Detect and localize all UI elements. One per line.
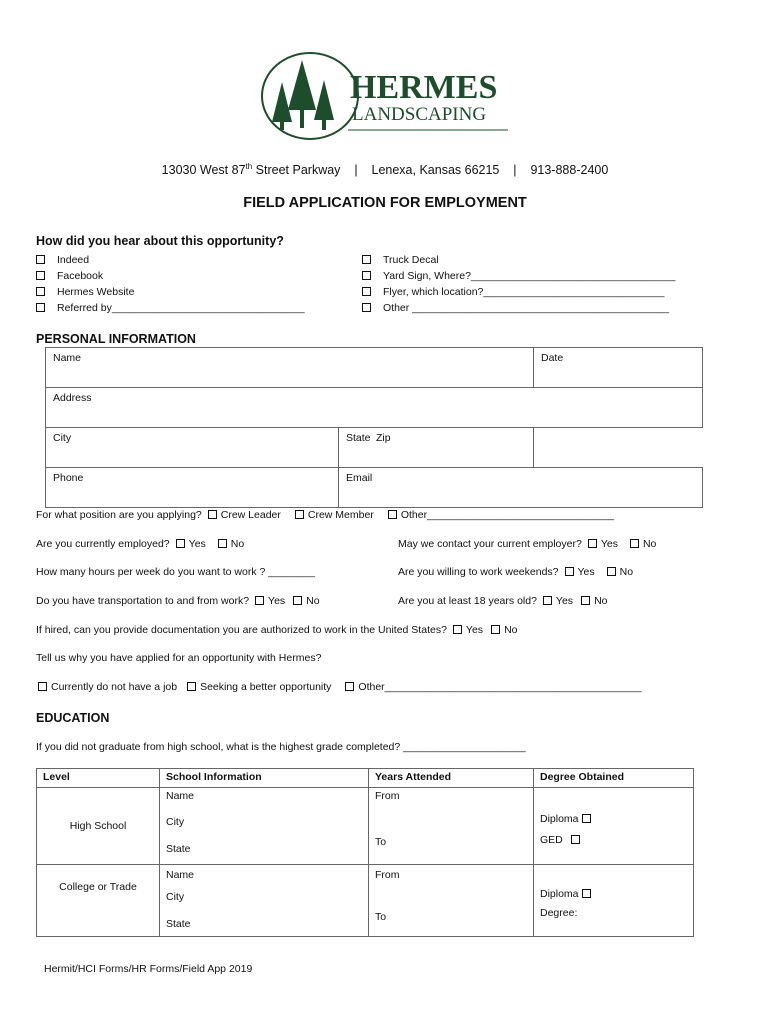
- checkbox-no-job[interactable]: [38, 682, 47, 691]
- option-other[interactable]: Other ____________________________________________: [362, 300, 675, 316]
- option-truck-decal[interactable]: Truck Decal: [362, 252, 675, 268]
- checkbox-diploma[interactable]: [582, 889, 591, 898]
- logo-line2: LANDSCAPING: [352, 104, 487, 125]
- option-flyer[interactable]: Flyer, which location?_______________________________: [362, 284, 675, 300]
- years-cell[interactable]: From To: [369, 865, 534, 937]
- personal-info-table: [45, 347, 703, 508]
- checkbox[interactable]: [36, 303, 45, 312]
- checkbox[interactable]: [36, 287, 45, 296]
- footer-text: Hermit/HCI Forms/HR Forms/Field App 2019: [44, 963, 253, 975]
- checkbox-crew-leader[interactable]: [208, 510, 217, 519]
- checkbox-employed-no[interactable]: [218, 539, 227, 548]
- option-yard-sign[interactable]: Yard Sign, Where?___________________________________: [362, 268, 675, 284]
- education-heading: EDUCATION: [36, 711, 110, 725]
- hear-left-options: [36, 252, 305, 316]
- question-documentation: If hired, can you provide documentation you are authorized to work in the United States? Yes No: [36, 624, 518, 636]
- question-position: For what position are you applying? Crew Leader Crew Member Other________________________________: [36, 509, 614, 521]
- personal-heading: PERSONAL INFORMATION: [36, 332, 196, 346]
- level-cell: College or Trade: [37, 865, 160, 937]
- degree-cell: Diploma Degree:: [534, 865, 694, 937]
- hear-heading: How did you hear about this opportunity?: [36, 234, 284, 248]
- checkbox-transport-no[interactable]: [293, 596, 302, 605]
- education-header-row: [37, 769, 694, 788]
- col-level: Level: [37, 769, 160, 788]
- street-suffix: th: [245, 162, 253, 171]
- checkbox[interactable]: [362, 287, 371, 296]
- checkbox-doc-no[interactable]: [491, 625, 500, 634]
- question-contact: May we contact your current employer? Yes No: [398, 538, 657, 550]
- question-employed: Are you currently employed? Yes No: [36, 538, 245, 550]
- phone-field[interactable]: Phone: [46, 468, 339, 508]
- checkbox[interactable]: [36, 271, 45, 280]
- checkbox[interactable]: [362, 303, 371, 312]
- name-field[interactable]: Name: [46, 348, 534, 388]
- col-degree: Degree Obtained: [534, 769, 694, 788]
- email-field[interactable]: Email: [339, 468, 703, 508]
- col-school-info: School Information: [160, 769, 369, 788]
- checkbox-crew-member[interactable]: [295, 510, 304, 519]
- table-row: [37, 865, 694, 937]
- education-table: [36, 768, 694, 937]
- city-state: Lenexa, Kansas 66215: [371, 163, 500, 178]
- checkbox[interactable]: [362, 271, 371, 280]
- degree-cell: Diploma GED: [534, 788, 694, 865]
- option-website[interactable]: Hermes Website: [36, 284, 305, 300]
- logo-line1: HERMES: [350, 69, 498, 106]
- degree-field[interactable]: Degree:: [540, 907, 578, 919]
- date-field[interactable]: Date: [534, 348, 703, 388]
- company-phone: 913-888-2400: [530, 163, 609, 178]
- checkbox-contact-yes[interactable]: [588, 539, 597, 548]
- company-address: [0, 162, 770, 177]
- city-field[interactable]: City: [46, 428, 339, 468]
- table-row: [37, 788, 694, 865]
- option-indeed[interactable]: Indeed: [36, 252, 305, 268]
- question-why: Tell us why you have applied for an opportunity with Hermes?: [36, 652, 322, 664]
- street-rest: Street Parkway: [252, 163, 341, 178]
- checkbox[interactable]: [36, 255, 45, 264]
- checkbox-ged[interactable]: [571, 835, 580, 844]
- question-transport: Do you have transportation to and from work? Yes No: [36, 595, 320, 607]
- hear-right-options: [362, 252, 675, 316]
- option-facebook[interactable]: Facebook: [36, 268, 305, 284]
- checkbox-contact-no[interactable]: [630, 539, 639, 548]
- zip-field[interactable]: Zip: [376, 432, 391, 444]
- company-logo: [258, 50, 513, 142]
- col-years: Years Attended: [369, 769, 534, 788]
- checkbox-why-other[interactable]: [345, 682, 354, 691]
- state-field[interactable]: State Zip: [339, 428, 534, 468]
- school-info-cell[interactable]: Name City State: [160, 865, 369, 937]
- why-options: Currently do not have a job Seeking a better opportunity Other____________________________________________: [36, 681, 642, 693]
- separator: |: [354, 163, 358, 178]
- street: 13030 West 87: [161, 163, 246, 178]
- checkbox-doc-yes[interactable]: [453, 625, 462, 634]
- question-age: Are you at least 18 years old? Yes No: [398, 595, 608, 607]
- checkbox-transport-yes[interactable]: [255, 596, 264, 605]
- school-info-cell[interactable]: Name City State: [160, 788, 369, 865]
- years-cell[interactable]: From To: [369, 788, 534, 865]
- checkbox-age-yes[interactable]: [543, 596, 552, 605]
- checkbox-employed-yes[interactable]: [176, 539, 185, 548]
- highest-grade-question[interactable]: If you did not graduate from high school, what is the highest grade completed? _____________________: [36, 741, 526, 753]
- checkbox-weekends-no[interactable]: [607, 567, 616, 576]
- checkbox-age-no[interactable]: [581, 596, 590, 605]
- separator: |: [513, 163, 517, 178]
- checkbox-better-opportunity[interactable]: [187, 682, 196, 691]
- checkbox-diploma[interactable]: [582, 814, 591, 823]
- checkbox-position-other[interactable]: [388, 510, 397, 519]
- checkbox-weekends-yes[interactable]: [565, 567, 574, 576]
- checkbox[interactable]: [362, 255, 371, 264]
- form-title: FIELD APPLICATION FOR EMPLOYMENT: [243, 195, 527, 211]
- option-referred[interactable]: Referred by_________________________________: [36, 300, 305, 316]
- question-weekends: Are you willing to work weekends? Yes No: [398, 566, 634, 578]
- question-hours[interactable]: How many hours per week do you want to work ? ________: [36, 566, 315, 578]
- address-field[interactable]: Address: [46, 388, 703, 428]
- level-cell: High School: [37, 788, 160, 865]
